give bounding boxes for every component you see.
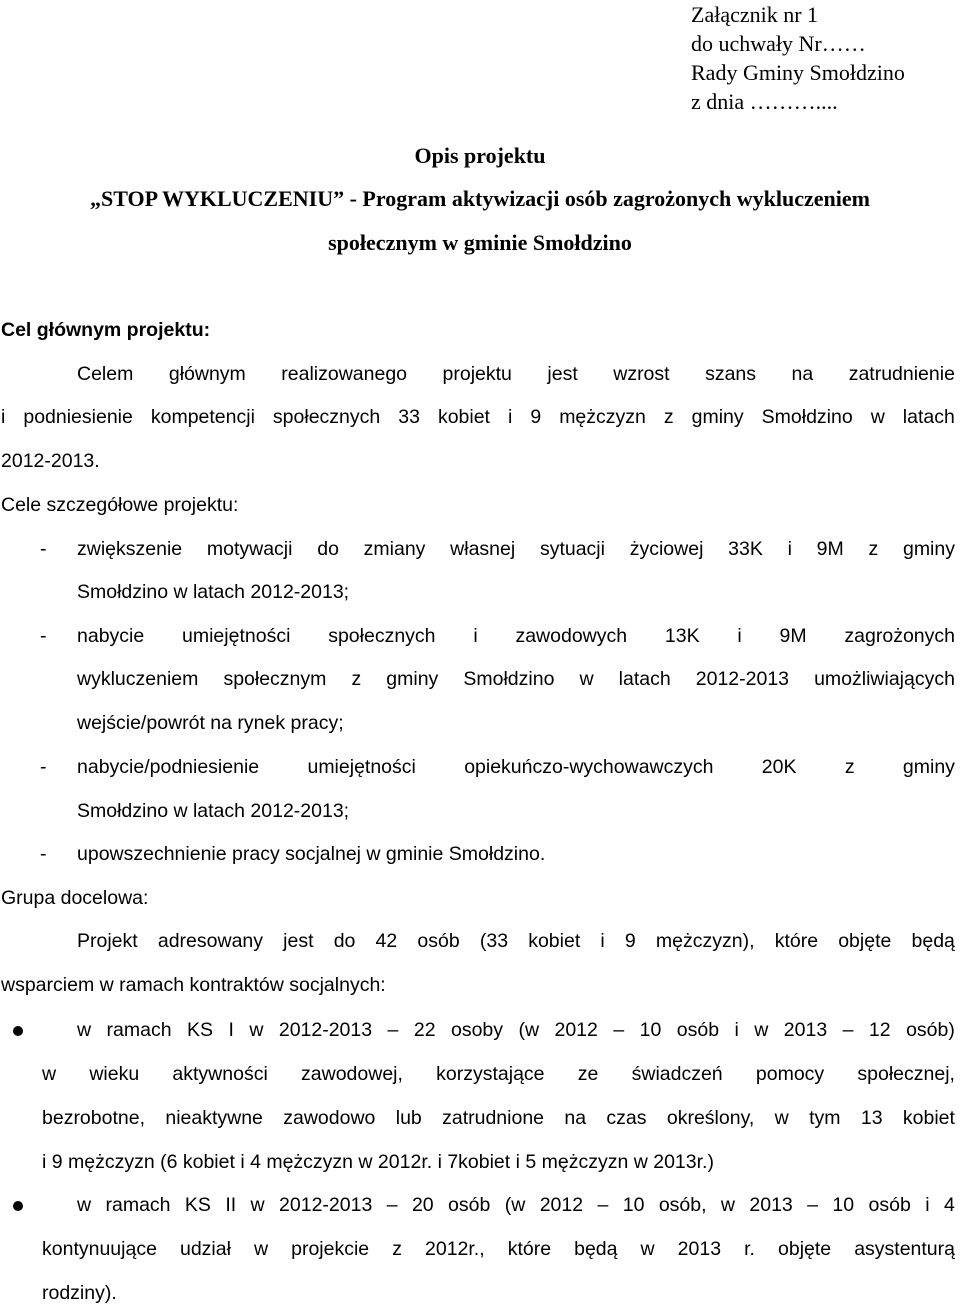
word: kobiet xyxy=(528,930,581,952)
word: nieaktywne xyxy=(165,1107,263,1129)
word: 2012-2013 xyxy=(695,668,790,690)
word: osób xyxy=(676,1019,720,1041)
word: mężczyzn), xyxy=(655,930,755,952)
word: I xyxy=(228,1019,234,1041)
word: lub xyxy=(395,1107,422,1129)
word: – xyxy=(842,1019,854,1041)
annex-line-1: Załącznik nr 1 xyxy=(691,2,819,27)
specific-goal-2-line-1 xyxy=(77,625,955,648)
bullet-2-line-1 xyxy=(77,1194,955,1217)
title-line-1: Opis projektu xyxy=(414,143,546,168)
word: wzrost xyxy=(613,363,670,385)
word: – xyxy=(387,1019,399,1041)
word: z xyxy=(844,756,855,778)
word: w xyxy=(774,1107,789,1129)
word: sytuacji xyxy=(539,538,605,560)
word: w xyxy=(579,668,594,690)
word: w xyxy=(77,1019,92,1041)
word: 33K xyxy=(728,538,763,560)
list-dash-3: - xyxy=(40,756,47,778)
main-goal-line-2 xyxy=(1,406,955,429)
word: 10 xyxy=(639,1019,662,1041)
word: osób) xyxy=(906,1019,955,1041)
word: (33 xyxy=(479,930,509,952)
specific-goal-1-line-1 xyxy=(77,538,955,561)
word: i xyxy=(507,406,513,428)
word: gminy xyxy=(902,538,955,560)
word: nabycie/podniesienie xyxy=(77,756,260,778)
word: osoby xyxy=(450,1019,504,1041)
bullet-1 xyxy=(13,1026,23,1036)
word: w xyxy=(640,1238,655,1260)
bullet-2 xyxy=(13,1201,23,1211)
word: zwiększenie xyxy=(77,538,183,560)
specific-goals-heading: Cele szczegółowe projektu: xyxy=(1,494,239,516)
word: zawodowych xyxy=(515,625,628,647)
word: II xyxy=(225,1194,237,1216)
word: jest xyxy=(283,930,314,952)
word: 13K xyxy=(664,625,700,647)
word: 10 xyxy=(622,1194,645,1216)
word: 2012-2013 xyxy=(279,1194,373,1216)
word: 2013 xyxy=(677,1238,722,1260)
word: podniesienie xyxy=(23,406,133,428)
specific-goal-2-line-2 xyxy=(77,668,955,691)
word: umiejętności xyxy=(182,625,291,647)
word: (w xyxy=(504,1194,526,1216)
word: r. xyxy=(744,1238,755,1260)
word: 22 xyxy=(413,1019,436,1041)
word: KS xyxy=(187,1019,214,1041)
word: 2012r., xyxy=(425,1238,485,1260)
bullet-2-line-3: rodziny). xyxy=(42,1282,117,1304)
word: osób xyxy=(868,1194,911,1216)
annex-line-2: do uchwały Nr…… xyxy=(691,31,866,56)
list-dash-4: - xyxy=(40,843,47,865)
word: szans xyxy=(705,363,757,385)
word: umożliwiających xyxy=(814,668,955,690)
word: gminy xyxy=(386,668,439,690)
specific-goal-4-line-1: upowszechnienie pracy socjalnej w gminie Smołdzino. xyxy=(77,843,546,865)
word: osób xyxy=(417,930,460,952)
word: ramach xyxy=(106,1019,172,1041)
word: latach xyxy=(618,668,671,690)
title-line-2: „STOP WYKLUCZENIU” - Program aktywizacji osób zagrożonych wykluczeniem xyxy=(90,186,870,211)
word: 33 xyxy=(398,406,420,428)
word: zatrudnienie xyxy=(848,363,955,385)
word: udział xyxy=(179,1238,231,1260)
target-group-intro-line-2: wsparciem w ramach kontraktów socjalnych: xyxy=(1,974,386,996)
word: do xyxy=(333,930,356,952)
word: kontynuujące xyxy=(42,1238,157,1260)
word: będą xyxy=(911,930,955,952)
word: aktywności xyxy=(172,1063,268,1085)
word: 20 xyxy=(411,1194,434,1216)
word: i xyxy=(925,1194,930,1216)
word: na xyxy=(791,363,814,385)
specific-goal-1-line-2: Smołdzino w latach 2012-2013; xyxy=(77,581,350,603)
word: objęte xyxy=(778,1238,832,1260)
word: ze xyxy=(577,1063,599,1085)
word: 2012-2013 xyxy=(278,1019,373,1041)
word: 13 xyxy=(860,1107,883,1129)
word: 2012 xyxy=(554,1019,598,1041)
word: na xyxy=(564,1107,587,1129)
word: (w xyxy=(518,1019,540,1041)
word: 42 xyxy=(375,930,398,952)
word: i xyxy=(600,930,605,952)
bullet-1-line-1 xyxy=(77,1019,955,1042)
word: które xyxy=(774,930,819,952)
bullet-1-line-3 xyxy=(42,1107,955,1130)
word: – xyxy=(613,1019,625,1041)
word: gminy xyxy=(902,756,955,778)
word: 9M xyxy=(779,625,807,647)
word: KS xyxy=(184,1194,211,1216)
word: projekcie xyxy=(291,1238,370,1260)
word: 12 xyxy=(868,1019,891,1041)
word: społecznym xyxy=(223,668,327,690)
word: i xyxy=(1,406,6,428)
word: i xyxy=(737,625,742,647)
list-dash-2: - xyxy=(40,625,47,647)
word: korzystające xyxy=(436,1063,545,1085)
word: zawodowej, xyxy=(301,1063,403,1085)
word: wieku xyxy=(89,1063,140,1085)
word: bezrobotne, xyxy=(42,1107,145,1129)
word: osób xyxy=(448,1194,491,1216)
word: nabycie xyxy=(77,625,145,647)
word: w xyxy=(253,1238,269,1260)
word: zmiany xyxy=(363,538,426,560)
list-dash-1: - xyxy=(40,538,47,560)
word: własnej xyxy=(450,538,516,560)
word: opiekuńczo-wychowawczych xyxy=(464,756,714,778)
word: społecznych xyxy=(272,406,381,428)
main-goal-line-3: 2012-2013. xyxy=(1,450,100,472)
word: 10 xyxy=(832,1194,855,1216)
specific-goal-3-line-1 xyxy=(77,756,955,779)
word: z xyxy=(663,406,674,428)
word: – xyxy=(807,1194,819,1216)
word: mężczyzn xyxy=(559,406,646,428)
word: kobiet xyxy=(437,406,490,428)
word: społecznych xyxy=(328,625,436,647)
word: objęte xyxy=(838,930,892,952)
word: i xyxy=(473,625,478,647)
word: z xyxy=(351,668,362,690)
word: 9M xyxy=(816,538,844,560)
word: i xyxy=(734,1019,739,1041)
word: 2013 xyxy=(783,1019,828,1041)
specific-goal-3-line-2: Smołdzino w latach 2012-2013; xyxy=(77,800,350,822)
word: wykluczeniem xyxy=(77,668,199,690)
word: zawodowo xyxy=(283,1107,376,1129)
main-goal-line-1 xyxy=(77,363,955,386)
word: projektu xyxy=(442,363,512,385)
word: i xyxy=(787,538,792,560)
word: w xyxy=(720,1194,735,1216)
word: w xyxy=(870,406,885,428)
word: 2012 xyxy=(539,1194,584,1216)
word: Celem xyxy=(77,363,134,385)
word: życiowej xyxy=(629,538,704,560)
word: – xyxy=(597,1194,609,1216)
word: gminy xyxy=(691,406,744,428)
word: asystenturą xyxy=(854,1238,955,1260)
word: – xyxy=(386,1194,398,1216)
word: określony, xyxy=(666,1107,755,1129)
word: adresowany xyxy=(157,930,264,952)
word: ramach xyxy=(105,1194,171,1216)
word: 4 xyxy=(943,1194,955,1216)
word: z xyxy=(392,1238,402,1260)
target-group-intro-line-1 xyxy=(77,930,955,953)
word: w xyxy=(754,1019,769,1041)
word: Projekt xyxy=(77,930,138,952)
word: czas xyxy=(606,1107,647,1129)
word: Smołdzino xyxy=(463,668,555,690)
word: zatrudnione xyxy=(442,1107,545,1129)
word: głównym xyxy=(168,363,246,385)
word: w xyxy=(77,1194,92,1216)
word: Smołdzino xyxy=(761,406,853,428)
annex-line-3: Rady Gminy Smołdzino xyxy=(691,60,905,85)
word: tym xyxy=(809,1107,841,1129)
word: będą xyxy=(574,1238,618,1260)
word: umiejętności xyxy=(307,756,416,778)
title-line-3: społecznym w gminie Smołdzino xyxy=(328,230,632,255)
word: z xyxy=(868,538,879,560)
specific-goal-2-line-3: wejście/powrót na rynek pracy; xyxy=(77,712,344,734)
word: świadczeń xyxy=(631,1063,723,1085)
word: zagrożonych xyxy=(844,625,955,647)
word: kompetencji xyxy=(150,406,255,428)
target-group-heading: Grupa docelowa: xyxy=(1,887,149,909)
word: motywacji xyxy=(206,538,293,560)
word: 2013 xyxy=(749,1194,793,1216)
word: w xyxy=(250,1194,265,1216)
bullet-1-line-2 xyxy=(42,1063,955,1086)
word: jest xyxy=(547,363,578,385)
word: w xyxy=(249,1019,264,1041)
word: osób, xyxy=(658,1194,707,1216)
annex-line-4: z dnia ……….... xyxy=(691,89,838,114)
word: latach xyxy=(902,406,955,428)
word: 9 xyxy=(530,406,542,428)
bullet-1-line-4: i 9 mężczyzn (6 kobiet i 4 mężczyzn w 2012r. i 7kobiet i 5 mężczyzn w 2013r.) xyxy=(42,1151,714,1173)
word: pomocy xyxy=(755,1063,825,1085)
word: do xyxy=(317,538,339,560)
word: realizowanego xyxy=(281,363,408,385)
word: 20K xyxy=(761,756,797,778)
word: które xyxy=(507,1238,552,1260)
word: w xyxy=(42,1063,57,1085)
annex-header xyxy=(691,0,905,116)
word: społecznej, xyxy=(857,1063,955,1085)
word: kobiet xyxy=(902,1107,955,1129)
main-goal-heading: Cel głównym projektu: xyxy=(1,319,211,341)
bullet-2-line-2 xyxy=(42,1238,955,1261)
word: 9 xyxy=(624,930,636,952)
